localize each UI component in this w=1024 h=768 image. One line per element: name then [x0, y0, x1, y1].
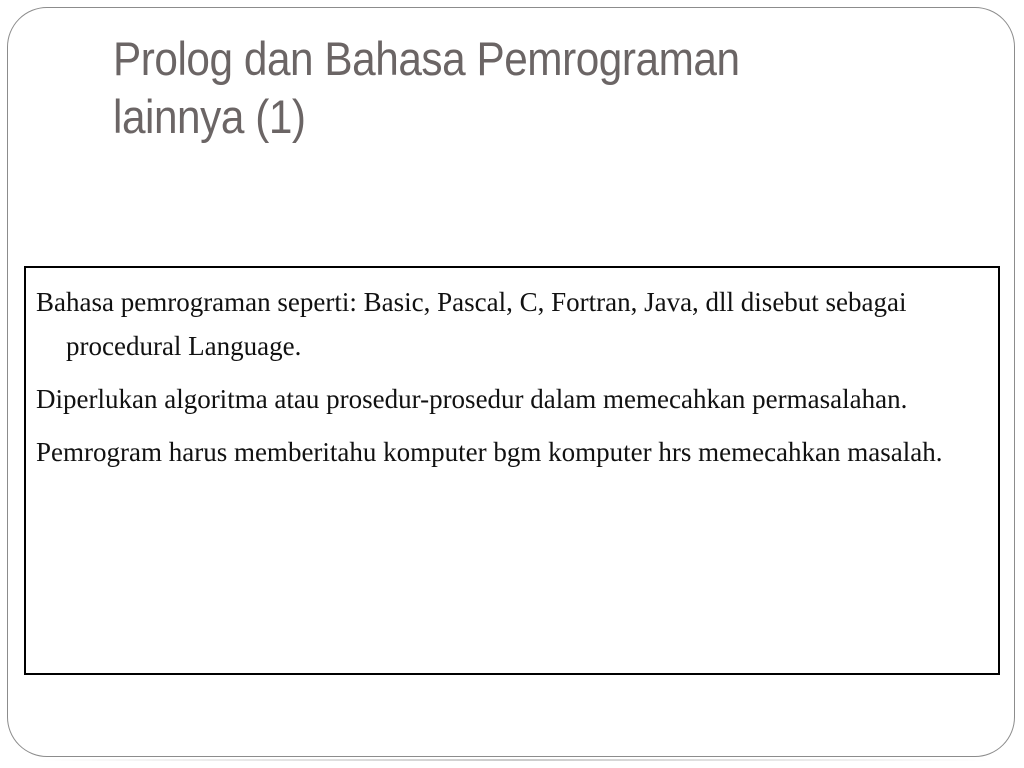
bullet-item: Bahasa pemrograman seperti: Basic, Pascal, C, Fortran, Java, dll disebut sebagai procedural Language. [36, 287, 907, 361]
slide-title: Prolog dan Bahasa Pemrograman lainnya (1) [113, 32, 740, 143]
bullet-item: Diperlukan algoritma atau prosedur-prosedur dalam memecahkan permasalahan. [36, 384, 908, 414]
bullet-item: Pemrogram harus memberitahu komputer bgm komputer hrs memecahkan masalah. [36, 437, 943, 467]
content-box [24, 266, 1000, 675]
bullet-list [26, 268, 998, 474]
frame-shadow [40, 759, 990, 761]
